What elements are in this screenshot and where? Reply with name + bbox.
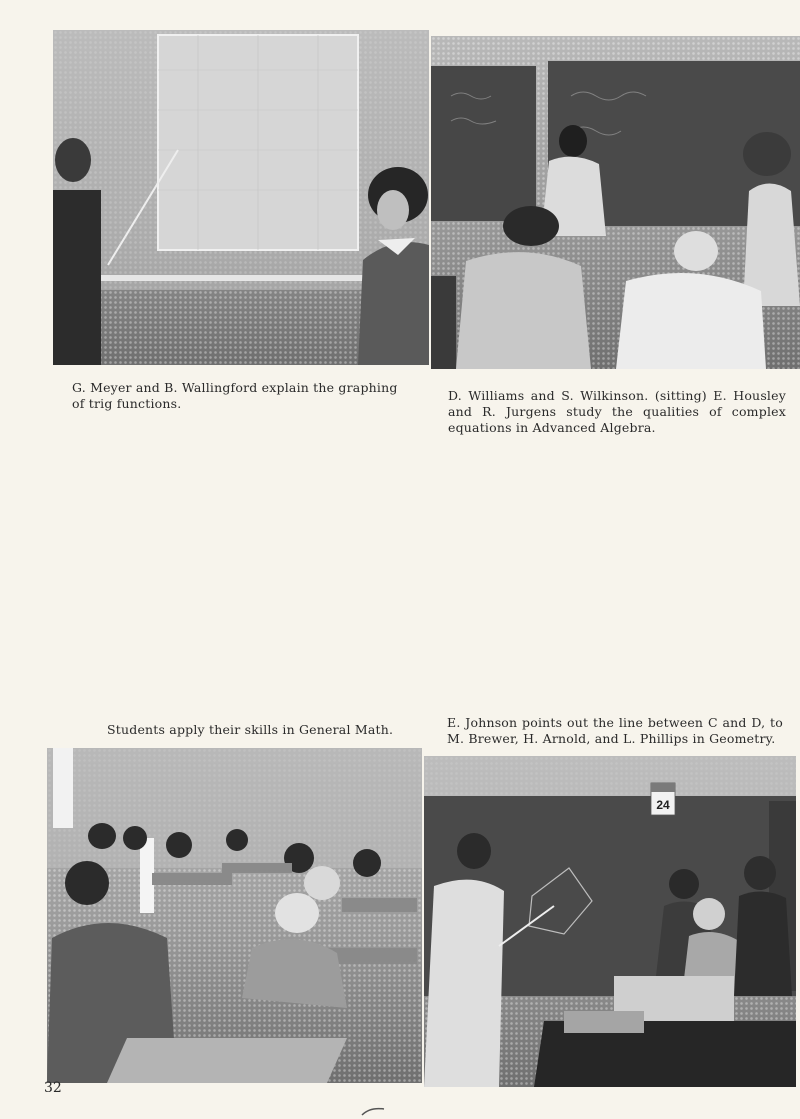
- scan-mark: [360, 1106, 386, 1116]
- photo-general-math: [47, 748, 422, 1083]
- photo-graphing-trig-functions: [53, 30, 429, 365]
- caption-graphing-trig-functions: G. Meyer and B. Wallingford explain the graphing of trig functions.: [72, 380, 398, 411]
- caption-advanced-algebra: D. Williams and S. Wilkinson. (sitting) E. Housley and R. Jurgens study the qualities of complex equations in Advanced Algebra.: [448, 388, 786, 435]
- photo-scene: [53, 30, 429, 365]
- photo-scene: [431, 36, 800, 369]
- photo-scene: [424, 756, 796, 1087]
- caption-general-math: Students apply their skills in General Math.: [107, 722, 394, 737]
- caption-geometry: E. Johnson points out the line between C and D, to M. Brewer, H. Arnold, and L. Phillips in Geometry.: [447, 715, 783, 746]
- photo-advanced-algebra: [431, 36, 800, 369]
- page-number: 32: [44, 1080, 62, 1096]
- photo-scene: [47, 748, 422, 1083]
- calendar-date: 24: [656, 798, 670, 812]
- photo-geometry: [424, 756, 796, 1087]
